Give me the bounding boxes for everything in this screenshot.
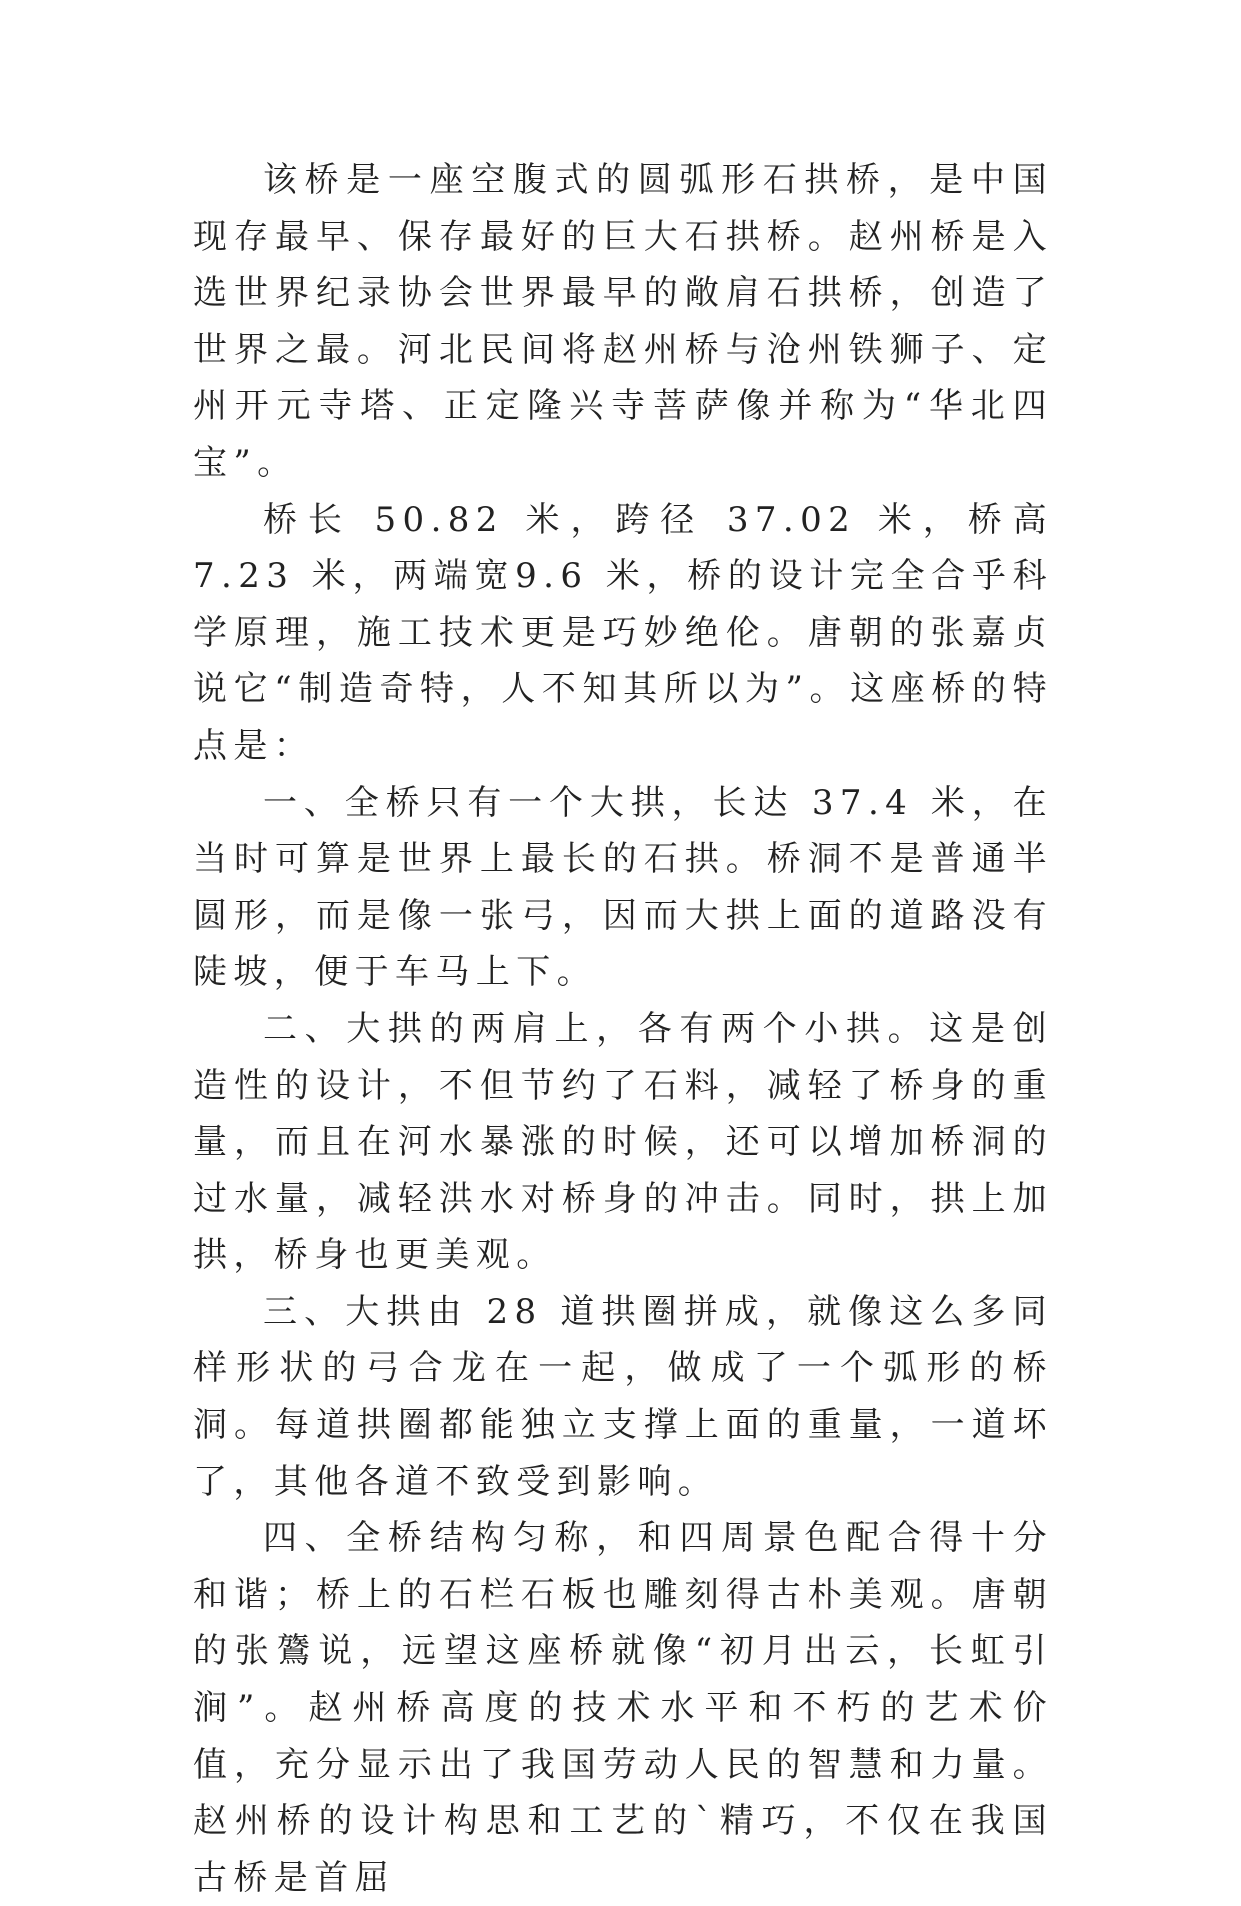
paragraph-feature-two: 二、大拱的两肩上，各有两个小拱。这是创造性的设计，不但节约了石料，减轻了桥身的重量，而且在河水暴涨的时候，还可以增加桥洞的过水量，减轻洪水对桥身的冲击。同时，拱上加拱，桥身也更美观。 xyxy=(193,1008,1053,1276)
paragraph-feature-four: 四、全桥结构匀称，和四周景色配合得十分和谐；桥上的石栏石板也雕刻得古朴美观。唐朝的张鷟说，远望这座桥就像“初月出云，长虹引涧”。赵州桥高度的技术水平和不朽的艺术价值，充分显示出了我国劳动人民的智慧和力量。赵州桥的设计构思和工艺的`精巧，不仅在我国古桥是首屈 xyxy=(193,1518,1053,1898)
document-body xyxy=(193,152,1053,1906)
paragraph-intro: 该桥是一座空腹式的圆弧形石拱桥，是中国现存最早、保存最好的巨大石拱桥。赵州桥是入选世界纪录协会世界最早的敞肩石拱桥，创造了世界之最。河北民间将赵州桥与沧州铁狮子、定州开元寺塔、正定隆兴寺菩萨像并称为“华北四宝”。 xyxy=(193,160,1053,483)
paragraph-feature-three: 三、大拱由 28 道拱圈拼成，就像这么多同样形状的弓合龙在一起，做成了一个弧形的桥洞。每道拱圈都能独立支撑上面的重量，一道坏了，其他各道不致受到影响。 xyxy=(193,1291,1053,1502)
paragraph-dimensions: 桥长 50.82 米，跨径 37.02 米，桥高 7.23 米，两端宽9.6 米，桥的设计完全合乎科学原理，施工技术更是巧妙绝伦。唐朝的张嘉贞说它“制造奇特，人不知其所以为”。这座桥的特点是： xyxy=(193,499,1053,766)
paragraph-feature-one: 一、全桥只有一个大拱，长达 37.4 米，在当时可算是世界上最长的石拱。桥洞不是普通半圆形，而是像一张弓，因而大拱上面的道路没有陡坡，便于车马上下。 xyxy=(193,782,1053,993)
